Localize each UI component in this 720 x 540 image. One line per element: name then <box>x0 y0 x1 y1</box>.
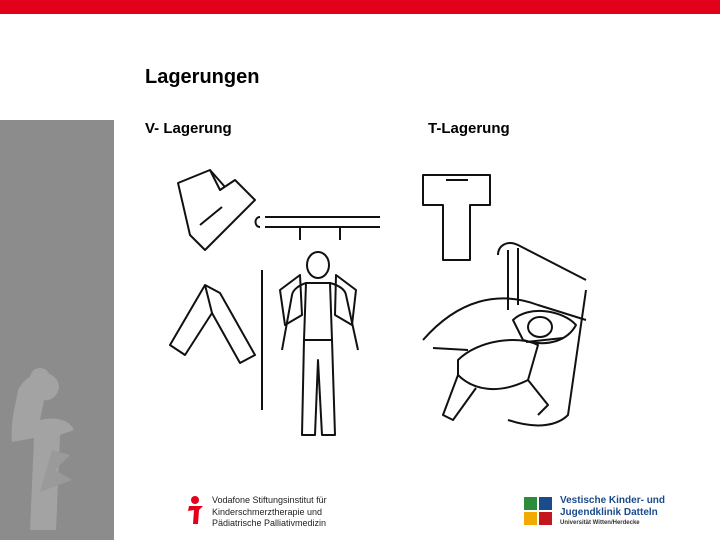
clinic-logo <box>522 495 665 528</box>
top-red-bar <box>0 0 720 14</box>
slide-title: Lagerungen <box>145 66 260 88</box>
t-lagerung-illustration <box>418 170 588 440</box>
clinic-line-2: Jugendklinik Datteln <box>560 507 658 518</box>
vodafone-institute-logo <box>186 495 327 530</box>
institute-line-3: Pädiatrische Palliativmedizin <box>212 518 327 528</box>
sidebar-decoration <box>0 120 114 540</box>
v-lagerung-illustration <box>160 165 385 445</box>
institute-line-1: Vodafone Stiftungsinstitut für <box>212 495 327 505</box>
t-lagerung-caption: T-Lagerung <box>428 120 510 137</box>
clinic-line-3: Universität Witten/Herdecke <box>560 520 640 526</box>
institute-figure-icon <box>186 495 206 525</box>
clinic-mosaic-icon <box>522 495 554 527</box>
clinic-line-1: Vestische Kinder- und <box>560 495 666 506</box>
sidebar-logo-watermark <box>0 120 114 540</box>
institute-line-2: Kinderschmerztherapie und <box>212 506 323 517</box>
v-lagerung-caption: V- Lagerung <box>145 120 232 137</box>
